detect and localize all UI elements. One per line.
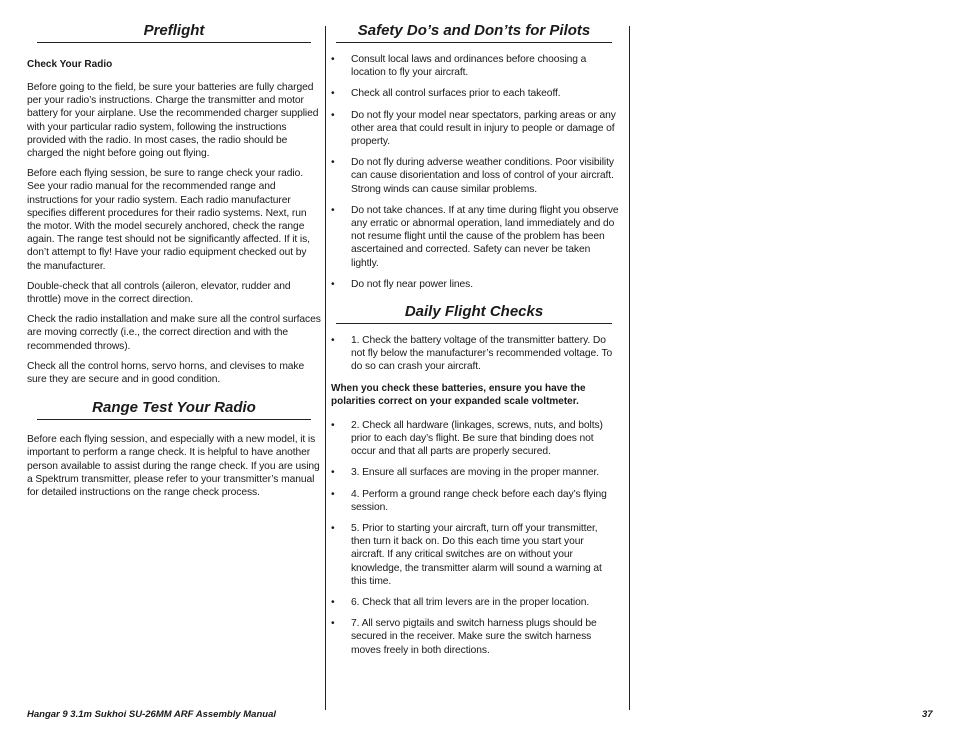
bullet: • (331, 204, 335, 216)
bullet: • (331, 278, 335, 290)
list-item: • 7. All servo pigtails and switch harness plugs should be secured in the receiver. Make sure the switch harness moves freely in both directions. (331, 618, 597, 656)
list-item: • 4. Perform a ground range check before each day’s flying session. (331, 488, 607, 513)
bullet: • (331, 523, 335, 535)
list-item: • 2. Check all hardware (linkages, screws, nuts, and bolts) prior to each day’s flight. Be sure that binding does not occur and that all parts are properly secured. (331, 419, 603, 458)
bullet: • (331, 335, 335, 347)
list-item: • 1. Check the battery voltage of the transmitter battery. Do not fly below the manufacturer’s recommended voltage. To do so can crash your aircraft. (331, 335, 613, 373)
bullet: • (331, 109, 335, 121)
column-divider-right (629, 26, 630, 710)
daily-checks-list-continued (331, 419, 619, 657)
list-item: • 3. Ensure all surfaces are moving in the proper manner. (331, 467, 600, 479)
safety-heading: Safety Do’s and Don’ts for Pilots (336, 22, 612, 43)
paragraph: Double-check that all controls (aileron, elevator, rudder and throttle) move in the correct direction. (27, 280, 291, 306)
list-item: • Check all control surfaces prior to each takeoff. (331, 88, 561, 100)
range-test-paragraph: Before each flying session, and especially with a new model, it is important to perform a range check. It is helpful to have another person available to assist during the range check. If you are using a Spektrum transmitter, please refer to your transmitter’s manual for detailed instructions on the range check process. (27, 434, 320, 499)
bullet: • (331, 618, 335, 630)
list-item: • Do not fly during adverse weather conditions. Poor visibility can cause disorientation and loss of control of your aircraft. Strong winds can cause similar problems. (331, 157, 614, 195)
preflight-heading: Preflight (37, 22, 311, 43)
list-item: • Do not fly near power lines. (331, 278, 473, 290)
bullet: • (331, 419, 335, 431)
list-item: • 5. Prior to starting your aircraft, turn off your transmitter, then turn it back on. Do this each time you start your aircraft. If any critical switches are on without your knowledge, the transmitter alarm will sound a warning at this time. (331, 523, 602, 587)
paragraph: Check the radio installation and make sure all the control surfaces are moving correctly (i.e., the correct direction and with the recommended throws). (27, 314, 321, 352)
bullet: • (331, 88, 335, 100)
safety-list (331, 53, 619, 291)
bullet: • (331, 488, 335, 500)
list-item: • 6. Check that all trim levers are in the proper location. (331, 597, 590, 609)
left-column (27, 22, 321, 506)
list-item: • Consult local laws and ordinances before choosing a location to fly your aircraft. (331, 54, 587, 79)
paragraph: Before each flying session, be sure to range check your radio. See your radio manual for the recommended range and instructions for your radio system. Each radio manufacturer specifies different procedures for their radio systems. Next, run the motor. With the model securely anchored, check the range again. The range test should not be significantly affected. If it is, don’t attempt to fly! Have your radio equipment checked out by the manufacturer. (27, 168, 310, 272)
paragraph: Check all the control horns, servo horns, and clevises to make sure they are secure and in good condition. (27, 360, 305, 386)
footer-page-number: 37 (922, 709, 933, 720)
bullet: • (331, 157, 335, 169)
list-item: • Do not fly your model near spectators, parking areas or any other area that could result in injury to people or damage of property. (331, 109, 616, 148)
column-divider-left (325, 26, 326, 710)
daily-checks-heading: Daily Flight Checks (336, 303, 612, 324)
check-radio-subheading: Check Your Radio (27, 59, 113, 70)
list-item: • Do not take chances. If at any time during flight you observe any erratic or abnormal operation, land immediately and do not resume flight until the cause of the problem has been ascertained and corrected. Safety can never be taken lightly. (331, 204, 619, 269)
daily-checks-list (331, 334, 619, 374)
range-test-heading: Range Test Your Radio (37, 399, 311, 420)
footer-manual-title: Hangar 9 3.1m Sukhoi SU-26MM ARF Assembly Manual (27, 709, 276, 720)
middle-column (331, 22, 619, 665)
bullet: • (331, 54, 335, 65)
battery-polarity-note: When you check these batteries, ensure you have the polarities correct on your expanded scale voltmeter. (331, 382, 586, 408)
bullet: • (331, 597, 335, 609)
bullet: • (331, 467, 335, 479)
paragraph: Before going to the field, be sure your batteries are fully charged per your radio’s instructions. Charge the transmitter and motor battery for your airplane. Use the recommended charger supplied with your particular radio system, following the instructions provided with the radio. In most cases, the radio should be charged the night before going out flying. (27, 82, 319, 160)
